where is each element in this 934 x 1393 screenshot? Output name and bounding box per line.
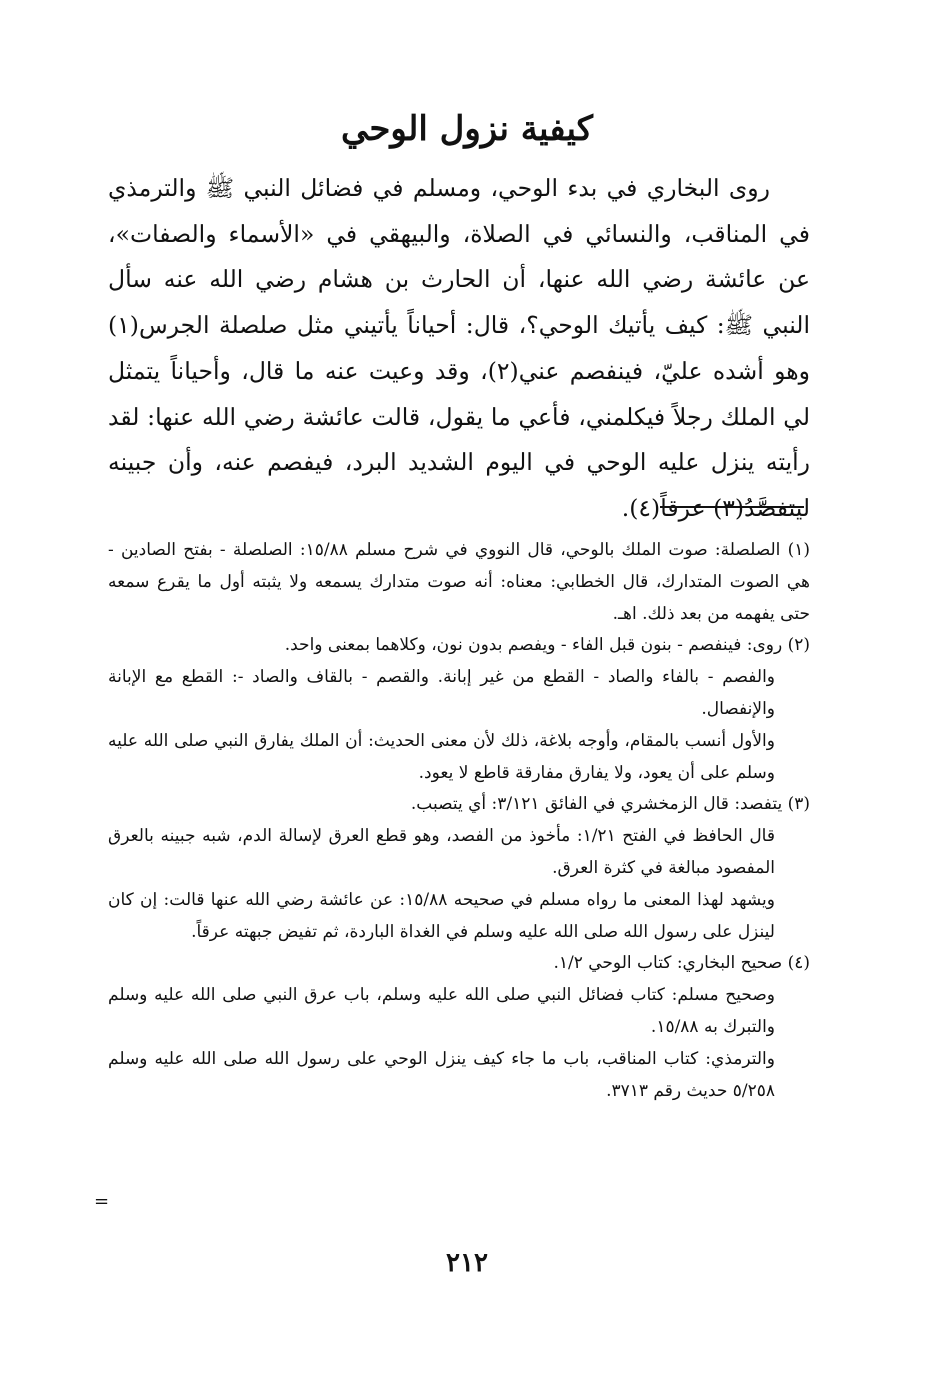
footnote-1-text: (١) الصلصلة: صوت الملك بالوحي، قال النووي في شرح مسلم ١٥/٨٨: الصلصلة - بفتح الصادين - هي الصوت المتدارك، قال الخطابي: معناه: أنه صوت متدارك يسمعه ولا يثبته أول ما يقرع سمعه حتى يفهمه من بعد ذلك. اهـ. — [108, 540, 810, 624]
footnote-3-continuation-1: قال الحافظ في الفتح ١/٢١: مأخوذ من الفصد، وهو قطع العرق لإسالة الدم، شبه جبينه بالعرق المفصود مبالغة في كثرة العرق. — [108, 826, 775, 878]
footnote-3-text: (٣) يتفصد: قال الزمخشري في الفائق ٣/١٢١: أي يتصبب. — [410, 794, 810, 815]
footnote-separator — [660, 506, 804, 508]
footnote-1 — [108, 535, 810, 630]
continuation-mark: = — [94, 1191, 110, 1212]
footnotes — [108, 535, 810, 1107]
footnote-2-continuation-1: والفصم - بالفاء والصاد - القطع من غير إبانة. والقصم - بالقاف والصاد -: القطع مع الإبانة والإنفصال. — [108, 667, 775, 719]
footnote-2 — [108, 630, 810, 789]
footnote-3 — [108, 789, 810, 948]
main-text — [108, 166, 810, 532]
footnote-2-text: (٢) روى: فينفصم - بنون قبل الفاء - ويفصم بدون نون، وكلاهما بمعنى واحد. — [284, 635, 810, 656]
page-number: ٢١٢ — [446, 1248, 488, 1278]
footnote-4-continuation-2: والترمذي: كتاب المناقب، باب ما جاء كيف ينزل الوحي على رسول الله صلى الله عليه وسلم ٥/٢٥٨ حديث رقم ٣٧١٣. — [108, 1048, 775, 1101]
footnote-2-continuation-2: والأول أنسب بالمقام، وأوجه بلاغة، ذلك لأن معنى الحديث: أن الملك يفارق النبي صلى الله عليه وسلم على أن يعود، ولا يفارق مفارقة قاطع لا يعود. — [108, 730, 775, 783]
footnote-4 — [108, 948, 810, 1107]
footnote-4-continuation-1: وصحيح مسلم: كتاب فضائل النبي صلى الله عليه وسلم، باب عرق النبي صلى الله عليه وسلم والتبرك به ١٥/٨٨. — [108, 985, 775, 1037]
footnote-3-continuation-2: ويشهد لهذا المعنى ما رواه مسلم في صحيحه ١٥/٨٨: عن عائشة رضي الله عنها قالت: إن كان لينزل على رسول الله صلى الله عليه وسلم في الغداة الباردة، ثم تفيض جبهته عرقاً. — [108, 889, 775, 942]
page-title: كيفية نزول الوحي — [341, 109, 593, 149]
body-paragraph: روى البخاري في بدء الوحي، ومسلم في فضائل النبي ﷺ والترمذي في المناقب، والنسائي في الصلاة، والبيهقي في «الأسماء والصفات»، عن عائشة رضي الله عنها، أن الحارث بن هشام رضي الله عنه سأل النبي ﷺ: كيف يأتيك الوحي؟، قال: أحياناً يأتيني مثل صلصلة الجرس(١) وهو أشده عليّ، فينفصم عني(٢)، وقد وعيت عنه ما قال، وأحياناً يتمثل لي الملك رجلاً فيكلمني، فأعي ما يقول، قالت عائشة رضي الله عنها: لقد رأيته ينزل عليه الوحي في اليوم الشديد البرد، فيفصم عنه، وأن جبينه ليتفصَّدُ(٣) عرقاً(٤). — [108, 174, 810, 522]
footnote-4-text: (٤) صحيح البخاري: كتاب الوحي ١/٢. — [553, 953, 810, 974]
